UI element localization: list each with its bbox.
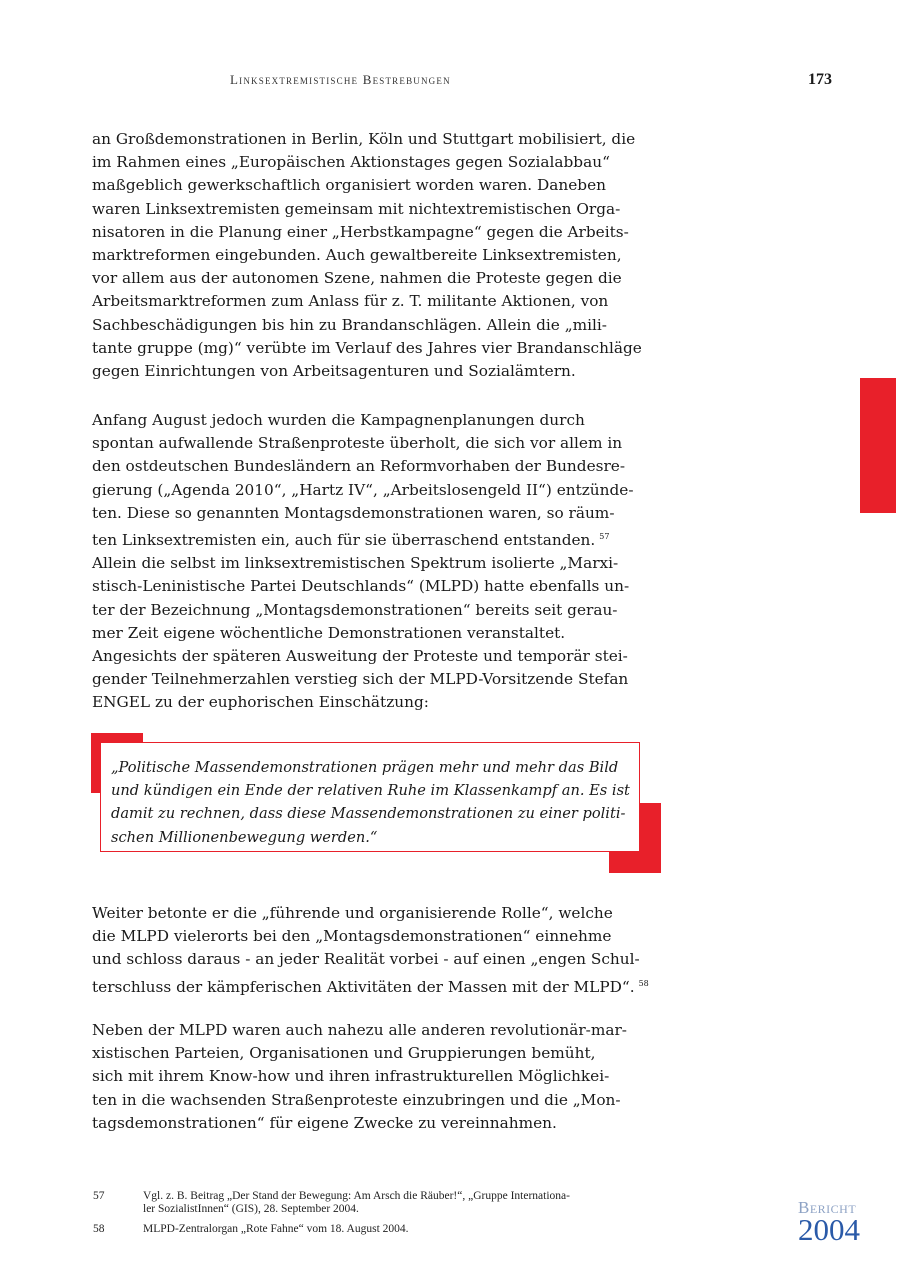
text-line: terschluss der kämpferischen Aktivitäten der Massen mit der MLPD“.: [92, 977, 635, 996]
text-line-with-footnote: [92, 972, 658, 999]
footnote-text: [143, 1190, 570, 1216]
text-line: ENGEL zu der euphorischen Einschätzung:: [92, 693, 429, 712]
text-line: Neben der MLPD waren auch nahezu alle anderen revolutionär-mar-: [92, 1021, 627, 1039]
text-line: ten in die wachsenden Straßenproteste einzubringen und die „Mon-: [92, 1090, 621, 1109]
text-line: an Großdemonstrationen in Berlin, Köln und Stuttgart mobilisiert, die: [92, 130, 636, 148]
text-line: stisch-Leninistische Partei Deutschlands“ (MLPD) hatte ebenfalls un-: [92, 577, 630, 596]
text-line: waren Linksextremisten gemeinsam mit nichtextremistischen Orga-: [92, 199, 621, 218]
text-line: gegen Einrichtungen von Arbeitsagenturen und Sozialämtern.: [92, 362, 576, 381]
body-paragraph-4: [92, 1019, 658, 1135]
page-number: 173: [808, 71, 832, 88]
text-line: nisatoren in die Planung einer „Herbstkampagne“ gegen die Arbeits-: [92, 222, 629, 241]
text-line: vor allem aus der autonomen Szene, nahmen die Proteste gegen die: [92, 269, 622, 288]
text-line: ten. Diese so genannten Montagsdemonstrationen waren, so räum-: [92, 503, 615, 522]
text-line: gender Teilnehmerzahlen verstieg sich der MLPD-Vorsitzende Stefan: [92, 670, 629, 689]
footnote-ref-58[interactable]: 58: [638, 978, 649, 988]
footnote-line: ler SozialistInnen“ (GIS), 28. September 2004.: [143, 1203, 359, 1215]
text-line: Weiter betonte er die „führende und organisierende Rolle“, welche: [92, 904, 613, 922]
text-line: tagsdemonstrationen“ für eigene Zwecke zu vereinnahmen.: [92, 1113, 557, 1132]
quote-line: schen Millionenbewegung werden.“: [111, 828, 378, 846]
quote-line: damit zu rechnen, dass diese Massendemonstrationen zu einer politi-: [111, 805, 626, 823]
text-line: den ostdeutschen Bundesländern an Reformvorhaben der Bundesre-: [92, 457, 626, 476]
footnote-number: 58: [93, 1223, 105, 1235]
quote-line: und kündigen ein Ende der relativen Ruhe im Klassenkampf an. Es ist: [111, 782, 630, 800]
running-header-title: Linksextremistische Bestrebungen: [230, 72, 451, 87]
text-line: Anfang August jedoch wurden die Kampagnenplanungen durch: [92, 411, 585, 429]
text-line: Allein die selbst im linksextremistischen Spektrum isolierte „Marxi-: [92, 554, 619, 573]
text-line: maßgeblich gewerkschaftlich organisiert worden waren. Daneben: [92, 176, 606, 195]
brand-year: 2004: [798, 1212, 860, 1247]
brand-word: Bericht: [798, 1198, 857, 1217]
footnote-line: MLPD-Zentralorgan „Rote Fahne“ vom 18. August 2004.: [143, 1223, 409, 1235]
body-paragraph-3: [92, 902, 658, 999]
quote-line: „Politische Massendemonstrationen prägen mehr und mehr das Bild: [111, 759, 619, 776]
text-line: Angesichts der späteren Ausweitung der Proteste und temporär stei-: [92, 647, 628, 666]
report-brand-logo: [798, 1198, 860, 1247]
footnote-number: 57: [93, 1190, 105, 1202]
quote-text: [111, 756, 639, 849]
text-line: im Rahmen eines „Europäischen Aktionstages gegen Sozialabbau“: [92, 153, 610, 172]
text-line: ter der Bezeichnung „Montagsdemonstrationen“ bereits seit gerau-: [92, 600, 618, 619]
text-line: ten Linksextremisten ein, auch für sie überraschend entstanden.: [92, 531, 596, 550]
text-line: und schloss daraus - an jeder Realität vorbei - auf einen „engen Schul-: [92, 950, 640, 969]
text-line: gierung („Agenda 2010“, „Hartz IV“, „Arbeitslosengeld II“) entzünde-: [92, 480, 634, 499]
quote-block: [91, 733, 661, 873]
text-line: sich mit ihrem Know-how und ihren infrastrukturellen Möglichkei-: [92, 1067, 610, 1086]
text-line: spontan aufwallende Straßenproteste überholt, die sich vor allem in: [92, 434, 623, 453]
quote-box: [100, 742, 640, 852]
footnote-line: Vgl. z. B. Beitrag „Der Stand der Bewegung: Am Arsch die Räuber!“, „Gruppe Internationa-: [143, 1190, 570, 1202]
text-line: tante gruppe (mg)“ verübte im Verlauf des Jahres vier Brandanschläge: [92, 338, 642, 357]
text-line: die MLPD vielerorts bei den „Montagsdemonstrationen“ einnehme: [92, 927, 612, 946]
text-line: Arbeitsmarktreformen zum Anlass für z. T. militante Aktionen, von: [92, 292, 609, 311]
chapter-marker-tab: [860, 378, 896, 513]
text-line: xistischen Parteien, Organisationen und Gruppierungen bemüht,: [92, 1044, 596, 1063]
text-line: marktreformen eingebunden. Auch gewaltbereite Linksextremisten,: [92, 246, 622, 265]
text-line-with-footnote: [92, 525, 658, 552]
footnote-text: [143, 1223, 409, 1236]
footnote-ref-57[interactable]: 57: [599, 532, 610, 542]
body-paragraph-2: [92, 409, 658, 715]
text-line: mer Zeit eigene wöchentliche Demonstrationen veranstaltet.: [92, 623, 566, 642]
body-paragraph-1: [92, 128, 658, 383]
text-line: Sachbeschädigungen bis hin zu Brandanschlägen. Allein die „mili-: [92, 315, 607, 334]
